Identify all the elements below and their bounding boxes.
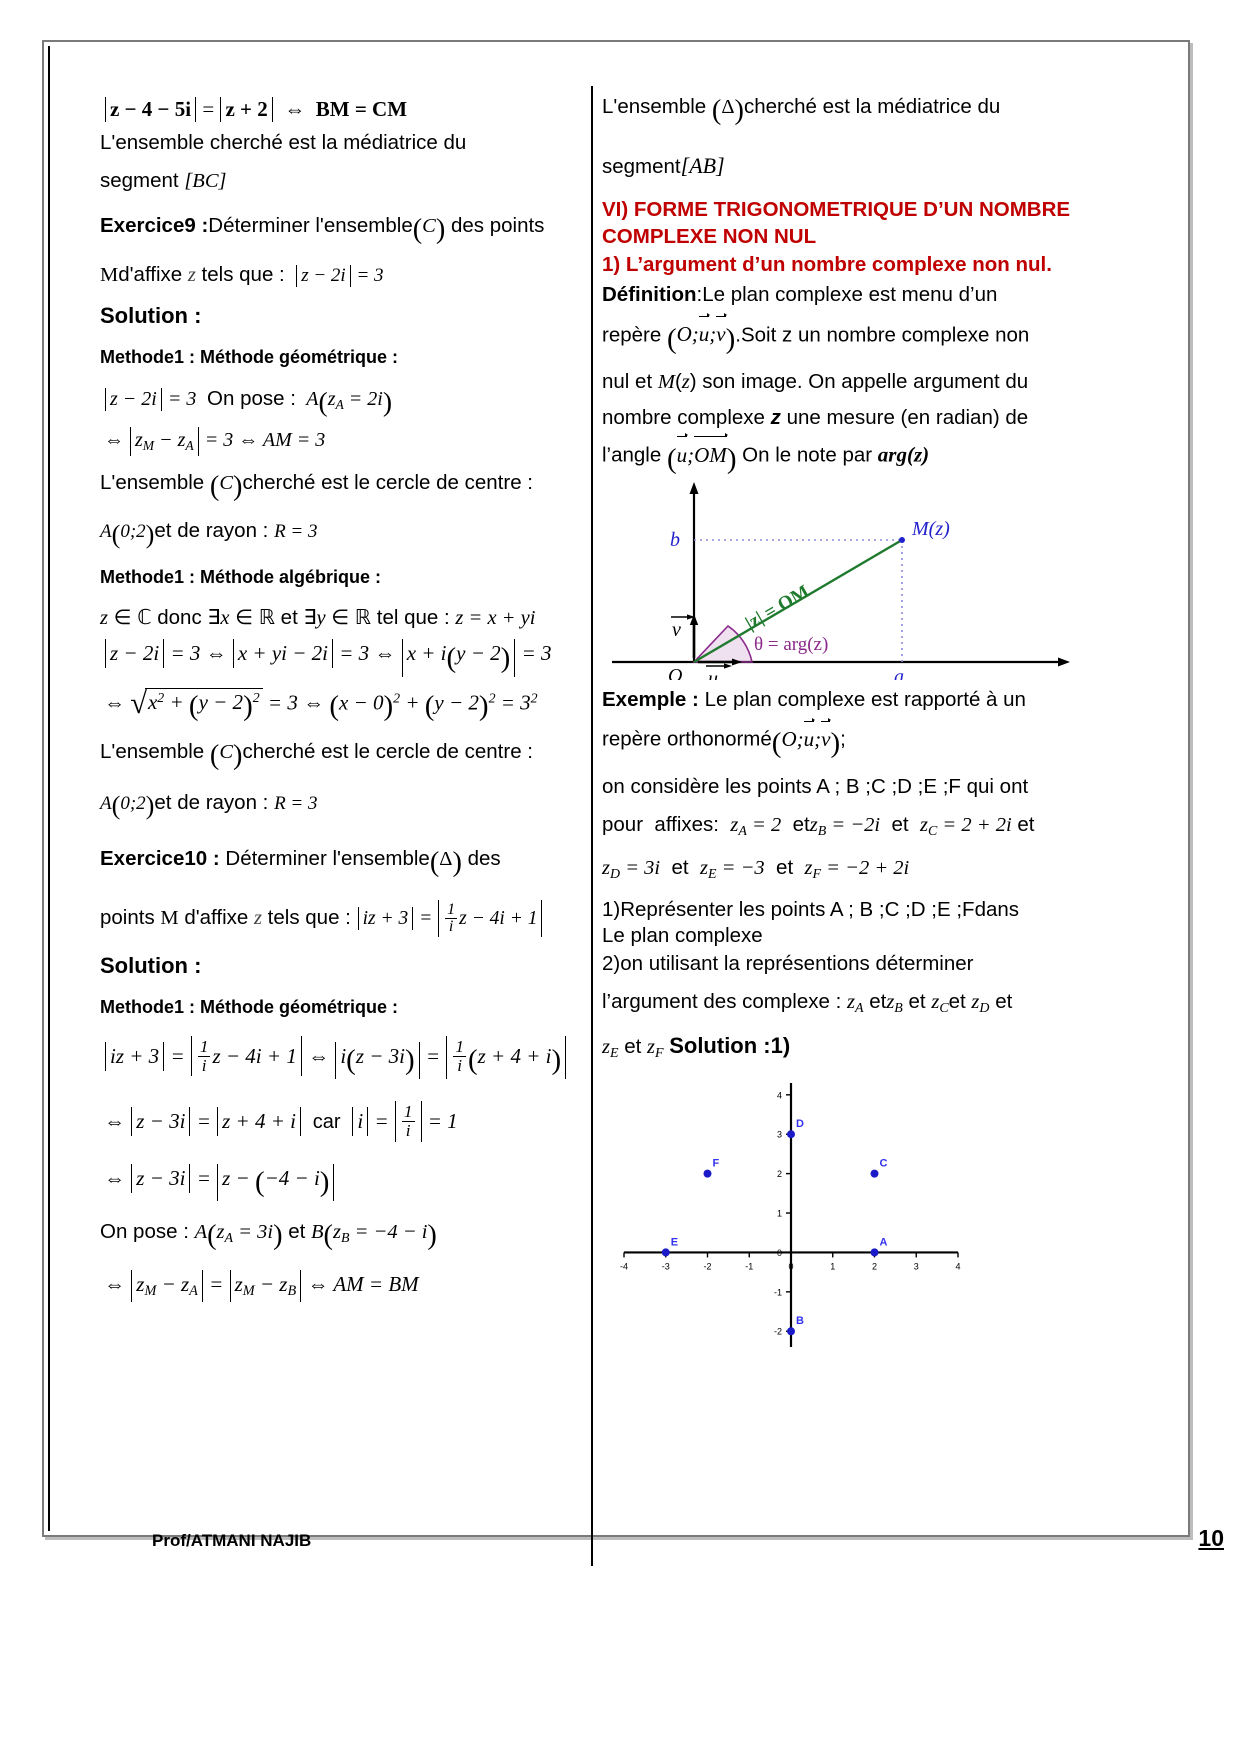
methode1-geometrique-1: Methode1 : Méthode géométrique : [100, 347, 399, 368]
footer-page-number: 10 [1198, 1525, 1224, 1551]
equation-developpement-1: z − 2i = 3 ⇔ x + yi − 2i = 3 ⇔ x + i(y − 2) = 3 [104, 639, 582, 676]
methode1-algebrique: Methode1 : Méthode algébrique : [100, 566, 382, 587]
definition-line1: Définition:Le plan complexe est menu d’un [602, 283, 998, 307]
plot-x-tick-label: 0 [788, 1261, 794, 1272]
label-modulus: |z| = OM [742, 581, 813, 635]
heading-vi-line2: COMPLEXE NON NUL [602, 225, 817, 249]
exemple-line4: pour affixes: $z_A = 2$ etz$_B$ = −2i et $z_C = 2 + 2i$ et [602, 812, 1035, 839]
solution-label-2: Solution : [100, 953, 202, 979]
solution-1-line: $z_E$ et $z_F$ Solution :1) [602, 1033, 791, 1062]
equation-ex10-3: ⇔ z − 3i = z − (−4 − i) [104, 1164, 582, 1201]
question-2: 2)on utilisant la représentions déterminer [602, 951, 974, 975]
cercle-centre-line-1: L'ensemble (C)cherché est le cercle de centre : [100, 470, 534, 502]
mediatrice-delta-line: L'ensemble (Δ)cherché est la médiatrice du [602, 94, 1001, 126]
plot-y-tick-label: 3 [776, 1129, 782, 1140]
plot-point-A [871, 1248, 879, 1256]
label-v: v [672, 619, 681, 642]
equation-am-3: ⇔ $z_M - z_A = 3$ ⇔ AM = 3 [104, 427, 582, 456]
u-label-bar-arrow [724, 664, 732, 669]
question-1: 1)Représenter les points A ; B ;C ;D ;E ;Fdans [602, 897, 1020, 921]
equation-developpement-2: ⇔ $√x^2 + (y - 2)^2 = 3$ ⇔ $(x - 0)^2 + (y - 2)^2 = 3^2$ [104, 685, 538, 723]
solution-1-label: Solution :1) [669, 1033, 791, 1059]
definition-line5: l’angle (u;OM) On le note par arg(z) [602, 442, 930, 476]
plot-point-label-F: F [712, 1157, 720, 1170]
plot-y-tick-label: -1 [773, 1287, 782, 1298]
plot-point-label-E: E [670, 1236, 679, 1249]
segment-bc-line: segment [BC] [100, 169, 227, 193]
plot-y-tick-label: 0 [776, 1247, 782, 1258]
plot-y-tick-label: 1 [776, 1208, 782, 1219]
definition-line2: repère (O;u;v).Soit z un nombre complexe non [602, 322, 1030, 355]
plot-x-tick-label: 2 [871, 1261, 878, 1272]
plot-point-label-A: A [879, 1236, 888, 1249]
plot-point-label-D: D [796, 1117, 804, 1130]
exercice9-continued: Md'affixe z tels que : z − 2i = 3 [100, 262, 384, 286]
plot-point-label-B: B [796, 1314, 804, 1327]
argument-diagram [602, 480, 1072, 680]
plot-x-tick-label: -4 [619, 1261, 629, 1272]
footer-author: Prof/ATMANI NAJIB [152, 1531, 312, 1550]
equation-bm-cm: z − 4 − 5i = z + 2 ⇔ BM = CM [104, 97, 582, 122]
left-column [100, 88, 582, 1311]
label-O: O [668, 665, 683, 681]
heading-argument: 1) L’argument d’un nombre complexe non nul. [602, 252, 1052, 276]
column-divider [591, 86, 593, 1566]
arg-notation: arg(z) [877, 442, 930, 467]
z-appartient-c-line: z ∈ ℂ donc ∃x ∈ ℝ et ∃y ∈ ℝ tel que : z = x + yi [100, 605, 536, 629]
equation-ex10-1: iz + 3 = $\frac{1}{i}$ z − 4i + 1 ⇔ i(z − 3i) = $\frac{1}{i}$ (z + 4 + i) [104, 1036, 582, 1079]
plot-point-label-C: C [879, 1157, 888, 1170]
plot-point-D [787, 1130, 795, 1138]
question-3: l’argument des complexe : $z_A$ etz$_B$ et $z_Cet$ $z_D$ et [602, 990, 1013, 1016]
v-vector-arrow [690, 614, 698, 625]
equation-ex10-5: ⇔ $z_M - z_A = z_M - z_B$ ⇔ AM = BM [104, 1270, 582, 1302]
equation-on-pose: z − 2i = 3 On pose : $A(z_A = 2i)$ [104, 386, 582, 418]
complex-plane-svg [608, 1069, 968, 1369]
plot-x-tick-label: 4 [955, 1261, 961, 1272]
label-theta: θ = arg(z) [754, 634, 829, 656]
exemple-line5: $z_D = 3i$ et $z_E = -3$ et $z_F = -2 + 2i$ [602, 856, 910, 883]
plot-x-tick-label: 3 [913, 1261, 919, 1272]
definition-line4: nombre complexe z une mesure (en radian) de [602, 405, 1029, 429]
plot-x-tick-label: -1 [745, 1261, 754, 1272]
question-1b: Le plan complexe [602, 923, 763, 947]
exemple-line1: Exemple : Le plan complexe est rapporté à un [602, 688, 1026, 712]
exercice9-heading: Exercice9 :Déterminer l'ensemble(C) des points [100, 214, 545, 246]
solution-label-1: Solution : [100, 303, 202, 329]
complex-plane-plot [608, 1069, 968, 1369]
rayon-line-2: A(0;2)et de rayon : R = 3 [100, 790, 318, 821]
plot-point-E [662, 1248, 670, 1256]
exercice10-continued: points M d'affixe z tels que : iz + 3 = $\frac{1}{i}$ z − 4i + 1 [100, 900, 582, 938]
exercice10-label: Exercice10 : [100, 847, 220, 871]
heading-vi-line1: VI) FORME TRIGONOMETRIQUE D’UN NOMBRE [602, 197, 1071, 221]
right-column [602, 88, 1094, 1369]
x-axis-arrow [1058, 658, 1070, 667]
plot-x-tick-label: -3 [661, 1261, 670, 1272]
plot-x-tick-label: 1 [830, 1261, 836, 1272]
plot-y-tick-label: -2 [773, 1326, 782, 1337]
plot-x-tick-label: -2 [703, 1261, 712, 1272]
mediatrice-line: L'ensemble cherché est la médiatrice du [100, 131, 467, 154]
definition-line3: nul et M(z) son image. On appelle argument du [602, 369, 1029, 393]
methode1-geometrique-2: Methode1 : Méthode géométrique : [100, 997, 399, 1018]
exercice9-label: Exercice9 : [100, 214, 209, 238]
plot-point-B [787, 1327, 795, 1335]
page-frame [42, 40, 1224, 1551]
exemple-label: Exemple : [602, 688, 699, 712]
rayon-line-1: A(0;2)et de rayon : R = 3 [100, 519, 318, 550]
plot-y-tick-label: 4 [776, 1090, 782, 1101]
exemple-line3: on considère les points A ; B ;C ;D ;E ;F qui ont [602, 774, 1029, 798]
equation-ex10-2: ⇔ z − 3i = z + 4 + i car i = $\frac{1}{i}$ = 1 [104, 1102, 458, 1141]
label-b: b [670, 529, 680, 552]
exercice10-heading: Exercice10 : Déterminer l'ensemble(Δ) des [100, 847, 501, 879]
argument-diagram-svg [602, 480, 1072, 680]
definition-label: Définition [602, 283, 697, 307]
cercle-centre-line-2: L'ensemble (C)cherché est le cercle de centre : [100, 740, 534, 772]
exemple-line2: repère orthonormé(O;u;v); [602, 727, 846, 760]
plot-point-F [704, 1169, 712, 1177]
y-axis-arrow [690, 482, 699, 494]
plot-point-C [871, 1169, 879, 1177]
segment-ab-line: segment[AB] [602, 153, 725, 179]
point-m [899, 537, 905, 543]
label-M: M(z) [912, 518, 950, 541]
on-pose-ex10: On pose : $A(z_A = 3i)$ et $B(z_B = -4 - i)$ [100, 1219, 437, 1251]
label-a: a [894, 666, 904, 681]
label-u: u [708, 668, 718, 681]
plot-y-tick-label: 2 [776, 1168, 782, 1179]
